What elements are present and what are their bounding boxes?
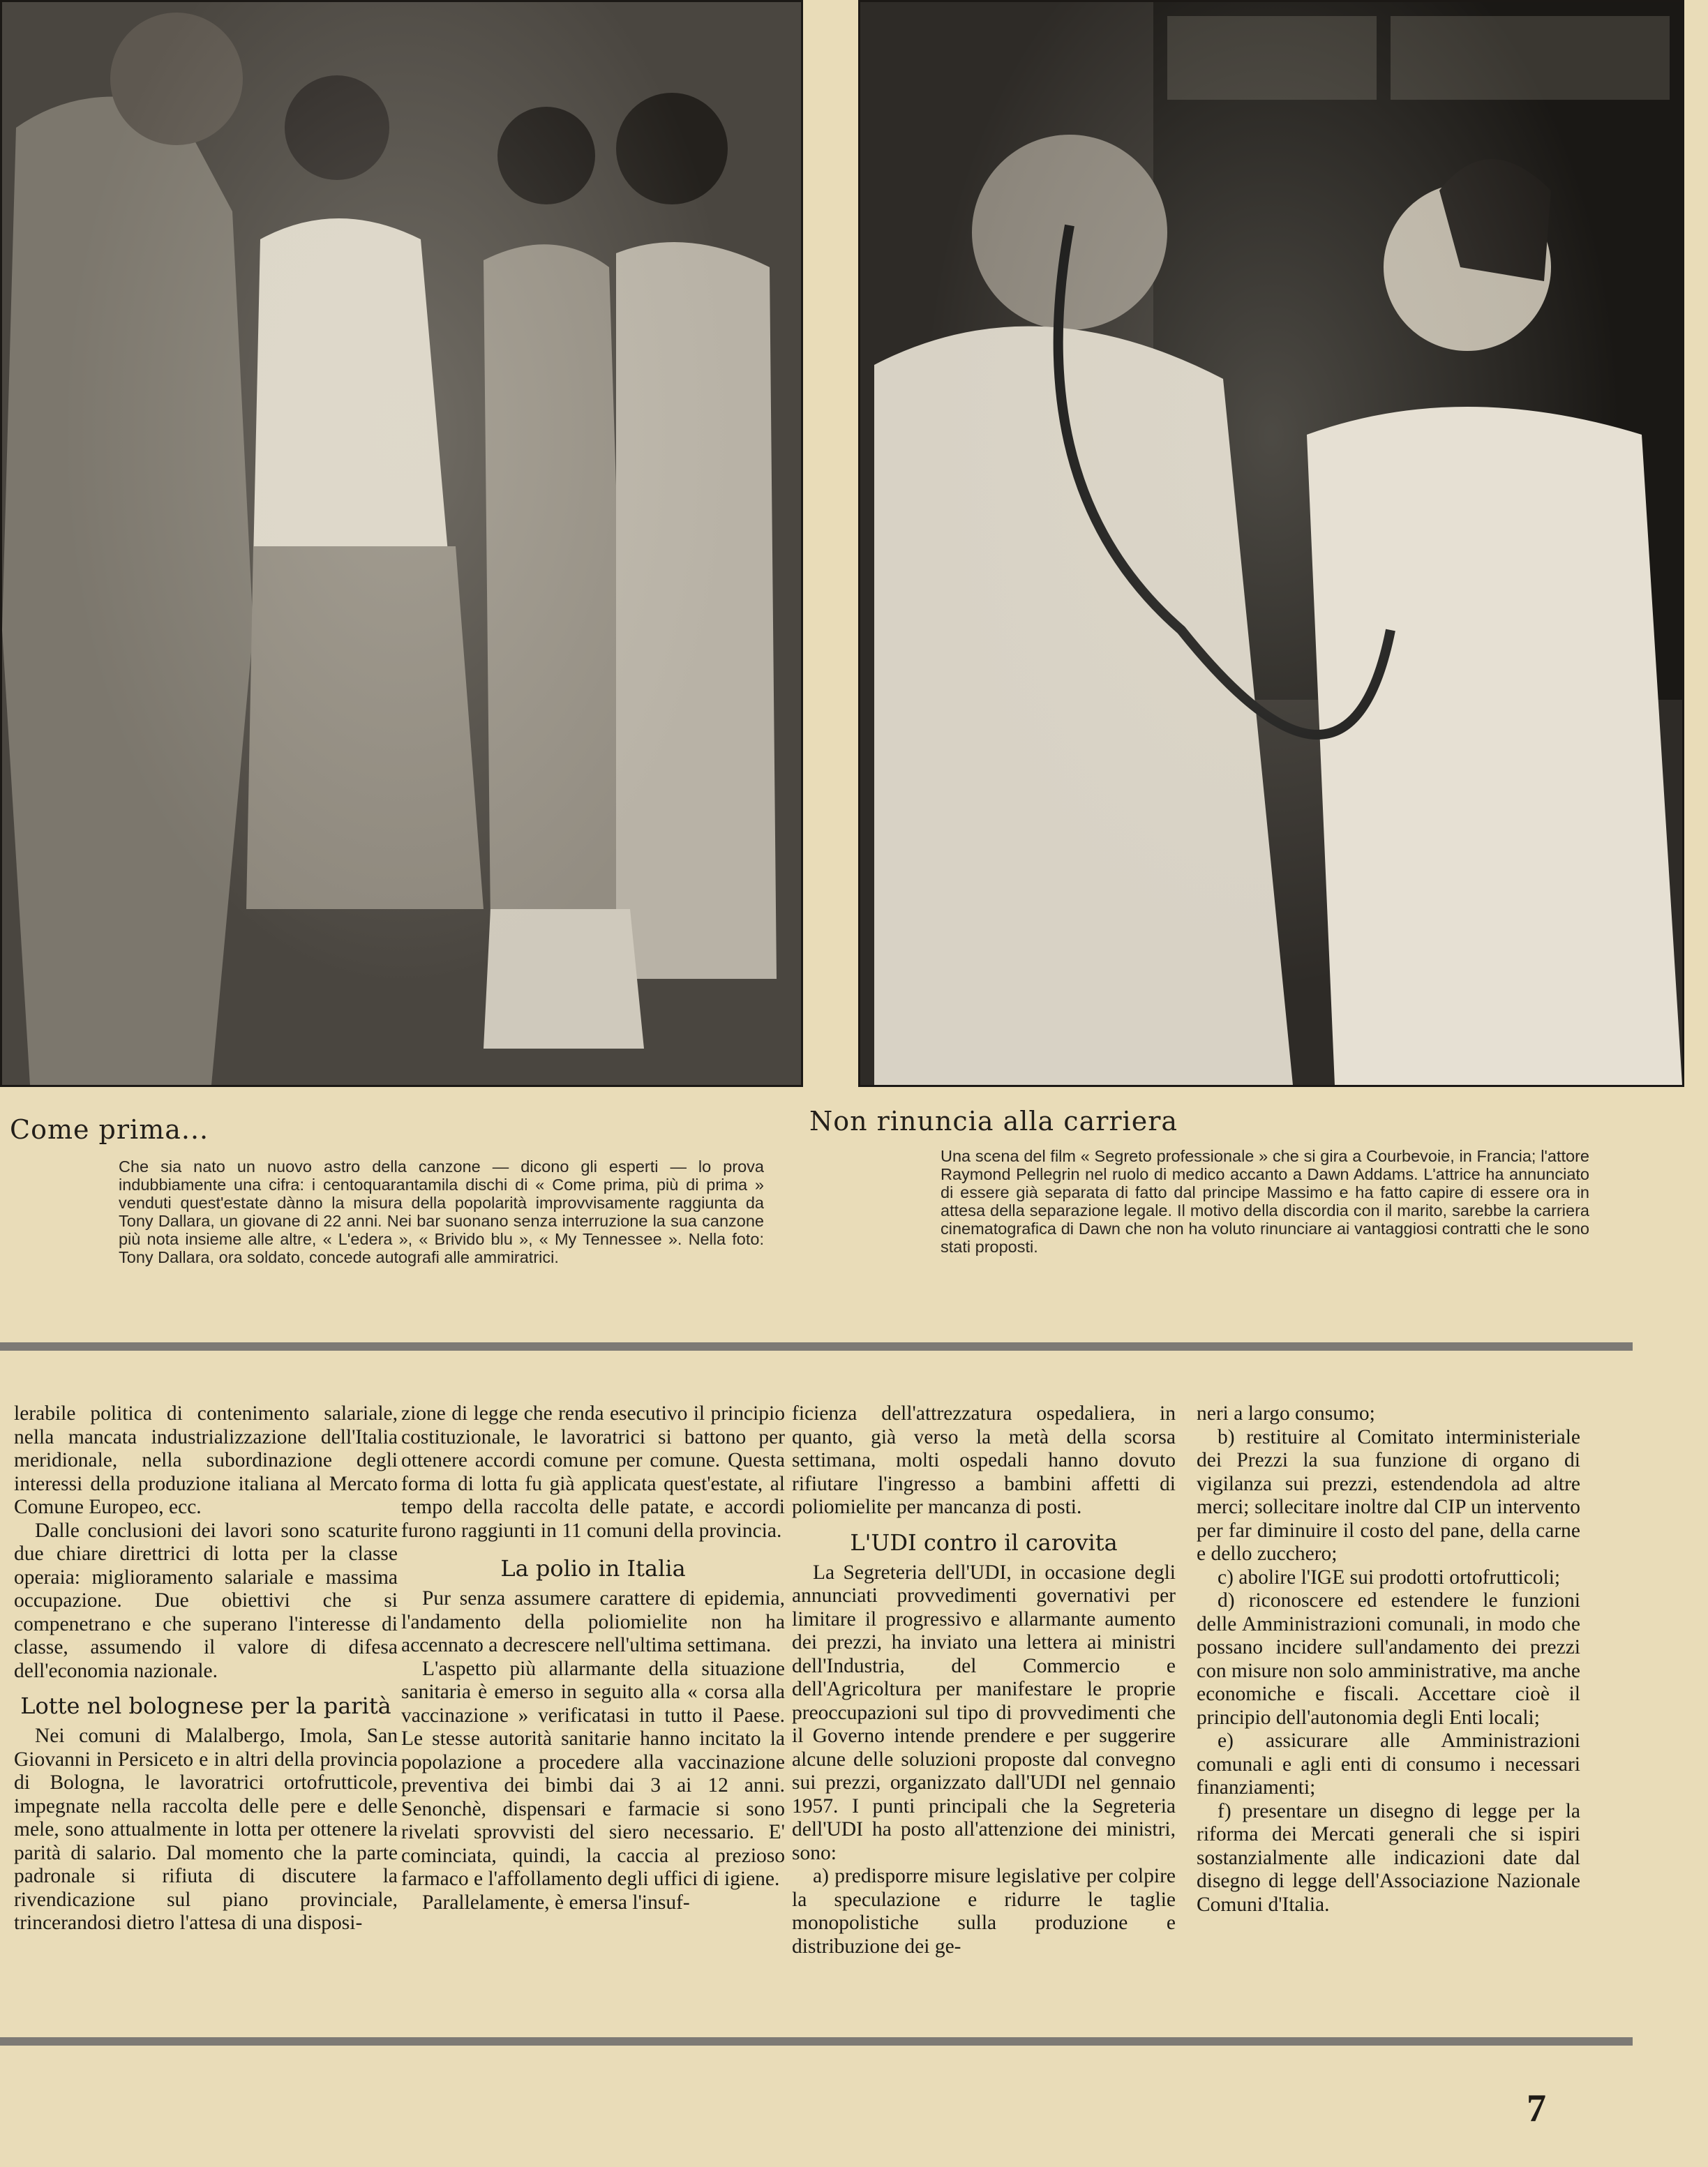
col1-paragraph-2: Dalle conclusioni dei lavori sono scaturite due chiare direttrici di lotta per la classe operaia: miglioramento salariale e massima occupazione. Due obiettivi che si compenetrano e che superano l'interesse di classe, assumendo il valore di difesa dell'economia nazionale. bbox=[14, 1519, 398, 1682]
heading-polio-italia: La polio in Italia bbox=[500, 1555, 686, 1582]
col2-paragraph-1: zione di legge che renda esecutivo il principio costituzionale, le lavoratrici si battono per ottenere accordi comune per comune. Questa forma di lotta fu già applicata quest'estate, al tempo della raccolta delle patate, e accordi furono raggiunti in 11 comuni della provincia. bbox=[401, 1402, 785, 1542]
col3-paragraph-2: La Segreteria dell'UDI, in occasione degli annunciati provvedimenti governativi per limitare il progressivo e allarmante aumento dei prezzi, ha inviato una lettera ai ministri dell'Industria, del Commercio e dell'Agricoltura per manifestare le proprie preoccupazioni sul tipo di provvedimenti che il Governo intende prendere e per suggerire alcune delle soluzioni proposte dal convegno sui prezzi, organizzato dall'UDI nel gennaio 1957. I punti principali che la Segreteria dell'UDI ha posto all'attenzione dei ministri, sono: bbox=[792, 1561, 1176, 1864]
col4-paragraph-2: b) restituire al Comitato interministeriale dei Prezzi la sua funzione di organo di vigilanza sui prezzi, estendendola ad altre merci; sollecitare inoltre dal CIP un intervento per far diminuire il costo del pane, della carne e dello zucchero; bbox=[1197, 1425, 1580, 1565]
article-column-3 bbox=[792, 1402, 1176, 1958]
col2-paragraph-4: Parallelamente, è emersa l'insuf- bbox=[422, 1891, 690, 1914]
divider-bottom bbox=[0, 2037, 1633, 2046]
caption-text-non-rinuncia: Una scena del film « Segreto professionale » che si gira a Courbevoie, in Francia; l'attore Raymond Pellegrin nel ruolo di medico accanto a Dawn Addams. L'attrice ha annunciato di essere già separata di fatto dal principe Massimo e ha fatto capire di essere ora in attesa della separazione legale. Il motivo della discordia con il marito, sarebbe la carriera cinematografica di Dawn che non ha voluto rinunciare ai vantaggiosi contratti che le sono stati proposti. bbox=[941, 1147, 1589, 1256]
heading-udi-carovita: L'UDI contro il carovita bbox=[850, 1529, 1118, 1556]
col3-paragraph-3: a) predisporre misure legislative per colpire la speculazione e ridurre le taglie monopolistiche sulla produzione e distribuzione dei ge- bbox=[792, 1865, 1176, 1958]
heading-lotte-bolognese: Lotte nel bolognese per la parità bbox=[20, 1693, 391, 1719]
caption-title-non-rinuncia: Non rinuncia alla carriera bbox=[809, 1106, 1178, 1137]
col2-paragraph-3: L'aspetto più allarmante della situazione sanitaria è emerso in seguito alla « corsa alla vaccinazione » verificatasi in tutto il Paese. Le stesse autorità sanitarie hanno incitato la popolazione a procedere alla vaccinazione preventiva dei bimbi dai 3 ai 12 anni. Senonchè, dispensari e farmacie si sono rivelati sprovvisti del siero necessario. E' cominciata, quindi, la caccia al prezioso farmaco e l'affollamento degli uffici di igiene. bbox=[401, 1657, 785, 1890]
article-column-1 bbox=[14, 1402, 398, 1935]
article-column-2 bbox=[401, 1402, 785, 1914]
col1-paragraph-1: lerabile politica di contenimento salariale, nella mancata industrializzazione dell'Italia meridionale, nella subordinazione degli interessi della produzione italiana al Mercato Comune Europeo, ecc. bbox=[14, 1402, 398, 1518]
article-column-4 bbox=[1197, 1402, 1580, 1917]
photo-tony-dallara bbox=[0, 0, 803, 1087]
col1-paragraph-3: Nei comuni di Malalbergo, Imola, San Giovanni in Persiceto e in altri della provincia di Bologna, le lavoratrici ortofrutticole, impegnate nella raccolta delle pere e delle mele, sono attualmente in lotta per ottenere la parità di salario. Dal momento che la parte padronale si rifiuta di discutere la rivendicazione sul piano provinciale, trincerandosi dietro l'attesa di una disposi- bbox=[14, 1725, 398, 1934]
divider-top bbox=[0, 1342, 1633, 1351]
photo-tony-dallara-icon bbox=[2, 2, 801, 1085]
col4-paragraph-5: e) assicurare alle Amministrazioni comunali e agli enti di consumo i necessari finanziamenti; bbox=[1197, 1730, 1580, 1799]
col2-paragraph-2: Pur senza assumere carattere di epidemia, l'andamento della poliomielite non ha accennato a decrescere nell'ultima settimana. bbox=[401, 1587, 785, 1656]
col4-paragraph-1: neri a largo consumo; bbox=[1197, 1402, 1375, 1425]
page-number: 7 bbox=[1527, 2087, 1546, 2130]
col4-paragraph-6: f) presentare un disegno di legge per la riforma dei Mercati generali che si ispiri sostanzialmente alle indicazioni date dal disegno di legge dell'Associazione Nazionale Comuni d'Italia. bbox=[1197, 1799, 1580, 1916]
col4-paragraph-3: c) abolire l'IGE sui prodotti ortofrutticoli; bbox=[1218, 1566, 1561, 1589]
col3-paragraph-1: ficienza dell'attrezzatura ospedaliera, in quanto, già verso la metà della scorsa settimana, molti ospedali hanno dovuto rifiutare l'ingresso a bambini affetti di poliomielite per mancanza di posti. bbox=[792, 1402, 1176, 1518]
photo-doctor-and-actress-icon bbox=[860, 2, 1682, 1085]
caption-text-come-prima: Che sia nato un nuovo astro della canzone — dicono gli esperti — lo prova indubbiamente una cifra: i centoquarantamila dischi di « Come prima, più di prima » venduti quest'estate dànno la misura della popolarità improvvisamente raggiunta da Tony Dallara, un giovane di 22 anni. Nei bar suonano senza interruzione la sua canzone più nota insieme alle altre, « L'edera », « Brivido blu », « My Tennessee ». Nella foto: Tony Dallara, ora soldato, concede autografi alle ammiratrici. bbox=[119, 1157, 764, 1266]
col4-paragraph-4: d) riconoscere ed estendere le funzioni delle Amministrazioni comunali, in modo che possano incidere sull'andamento dei prezzi con misure non solo amministrative, ma anche economiche e fiscali. Accettare cioè il principio dell'autonomia degli Enti locali; bbox=[1197, 1589, 1580, 1729]
photo-doctor-actress bbox=[858, 0, 1684, 1087]
caption-title-come-prima: Come prima... bbox=[10, 1114, 209, 1145]
